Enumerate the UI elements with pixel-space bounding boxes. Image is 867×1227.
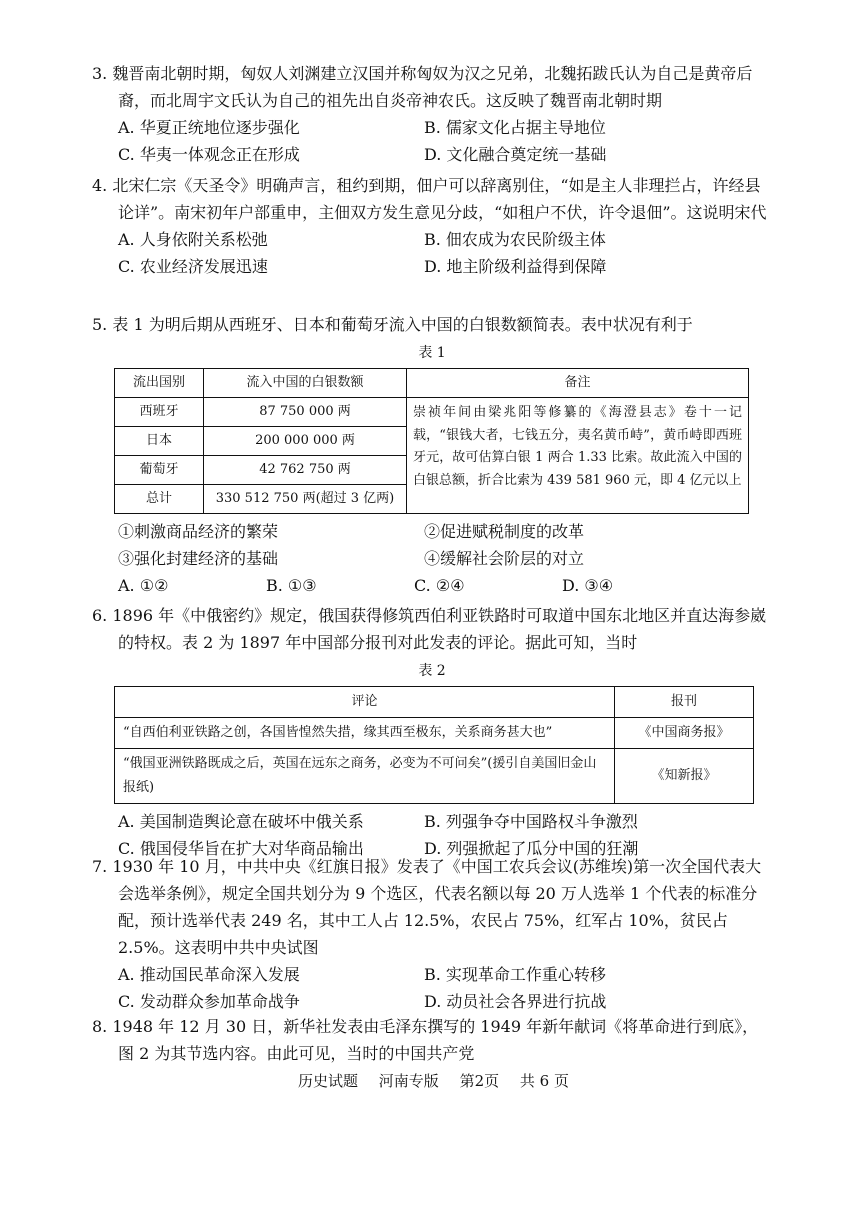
question-4-stem: 4. 北宋仁宗《天圣令》明确声言，租约到期，佃户可以辞离别住，“如是主人非理拦占，许经县论详”。南宋初年户部重申，主佃双方发生意见分歧，“如租户不伏，许令退佃”。这说明宋代 [92,176,767,222]
option-d[interactable]: D. 文化融合奠定统一基础 [424,145,607,164]
table-header: 备注 [407,369,749,398]
table-1-caption: 表 1 [418,345,446,361]
footer-subject: 历史试题 [297,1072,358,1090]
footer-edition: 河南专版 [378,1072,439,1090]
table-2-caption: 表 2 [418,663,446,679]
comment-cell: “自西伯利亚铁路之创，各国皆惶然失措，缘其西至极东，关系商务甚大也” [115,718,615,749]
question-7-stem: 7. 1930 年 10 月，中共中央《红旗日报》发表了《中国工农兵会议(苏维埃)第一次全国代表大会选举条例》，规定全国共划分为 9 个选区，代表名额以每 20 万人选举 1 个代表的标准分配，预计选举代表 249 名，其中工人占 12.5%，农民占 75%，红军占 10%，贫民占2.5%。这表明中共中央试图 [92,857,762,957]
question-5-stem: 5. 表 1 为明后期从西班牙、日本和葡萄牙流入中国的白银数额简表。表中状况有利于 [92,315,693,334]
table-row [115,718,754,749]
option-b[interactable]: B. 实现革命工作重心转移 [424,965,606,984]
country-cell: 西班牙 [115,398,204,427]
option-d[interactable]: D. 动员社会各界进行抗战 [424,992,607,1011]
amount-cell: 200 000 000 两 [204,427,407,456]
question-3 [92,60,772,168]
option-c[interactable]: C. ②④ [414,576,465,595]
item-3: ③强化封建经济的基础 [118,549,279,568]
table-header-row [115,369,749,398]
option-b[interactable]: B. ①③ [266,576,317,595]
table-header-row [115,687,754,718]
question-5-options [92,572,772,599]
comment-cell: “俄国亚洲铁路既成之后，英国在远东之商务，必变为不可问矣”(援引自美国旧金山报纸) [115,749,615,804]
option-b[interactable]: B. 佃农成为农民阶级主体 [424,230,606,249]
question-4 [92,172,772,280]
table-1 [114,368,749,514]
option-a[interactable]: A. 推动国民革命深入发展 [118,965,300,984]
question-6 [92,602,772,862]
item-2: ②促进赋税制度的改革 [424,522,585,541]
question-8 [92,1013,772,1067]
amount-cell: 330 512 750 两(超过 3 亿两) [204,485,407,514]
question-5-items [92,518,772,572]
question-6-stem: 6. 1896 年《中俄密约》规定，俄国获得修筑西伯利亚铁路时可取道中国东北地区并直达海参崴的特权。表 2 为 1897 年中国部分报刊对此发表的评论。据此可知，当时 [92,606,767,652]
table-header: 流入中国的白银数额 [204,369,407,398]
option-d[interactable]: D. 地主阶级利益得到保障 [424,257,607,276]
item-1: ①刺激商品经济的繁荣 [118,522,279,541]
footer-total: 共 6 页 [519,1072,569,1090]
country-cell: 葡萄牙 [115,456,204,485]
table-header: 报刊 [615,687,754,718]
amount-cell: 87 750 000 两 [204,398,407,427]
option-a[interactable]: A. ①② [118,576,169,595]
option-b[interactable]: B. 儒家文化占据主导地位 [424,118,606,137]
page-footer [0,1070,867,1091]
item-4: ④缓解社会阶层的对立 [424,549,585,568]
paper-cell: 《中国商务报》 [615,718,754,749]
table-row [115,749,754,804]
option-d[interactable]: D. 列强掀起了瓜分中国的狂潮 [424,839,639,858]
country-cell: 日本 [115,427,204,456]
paper-cell: 《知新报》 [615,749,754,804]
option-d[interactable]: D. ③④ [562,576,614,595]
option-a[interactable]: A. 人身依附关系松弛 [118,230,268,249]
option-c[interactable]: C. 农业经济发展迅速 [118,257,268,276]
question-3-stem: 3. 魏晋南北朝时期，匈奴人刘渊建立汉国并称匈奴为汉之兄弟，北魏拓跋氏认为自己是黄帝后裔，而北周宇文氏认为自己的祖先出自炎帝神农氏。这反映了魏晋南北朝时期 [92,64,753,110]
footer-page: 第2页 [459,1072,500,1090]
option-a[interactable]: A. 华夏正统地位逐步强化 [118,118,300,137]
option-a[interactable]: A. 美国制造舆论意在破坏中俄关系 [118,812,364,831]
question-7-options [92,961,772,1015]
option-c[interactable]: C. 华夷一体观念正在形成 [118,145,300,164]
option-b[interactable]: B. 列强争夺中国路权斗争激烈 [424,812,638,831]
question-3-options [92,114,772,168]
table-row [115,398,749,427]
table-2 [114,686,754,804]
table-header: 流出国别 [115,369,204,398]
question-5 [92,311,772,599]
amount-cell: 42 762 750 两 [204,456,407,485]
option-c[interactable]: C. 俄国侵华旨在扩大对华商品输出 [118,839,364,858]
country-cell: 总计 [115,485,204,514]
question-7 [92,853,772,1015]
table-header: 评论 [115,687,615,718]
option-c[interactable]: C. 发动群众参加革命战争 [118,992,300,1011]
question-4-options [92,226,772,280]
question-8-stem: 8. 1948 年 12 月 30 日，新华社发表由毛泽东撰写的 1949 年新年献词《将革命进行到底》，图 2 为其节选内容。由此可见，当时的中国共产党 [92,1017,759,1063]
note-cell: 崇祯年间由梁兆阳等修纂的《海澄县志》卷十一记载，“银钱大者，七钱五分，夷名黄币峙”，黄币峙即西班牙元，故可估算白银 1 两合 1.33 比索。故此流入中国的白银总额，折合比索为 439 581 960 元，即 4 亿元以上 [407,398,749,514]
